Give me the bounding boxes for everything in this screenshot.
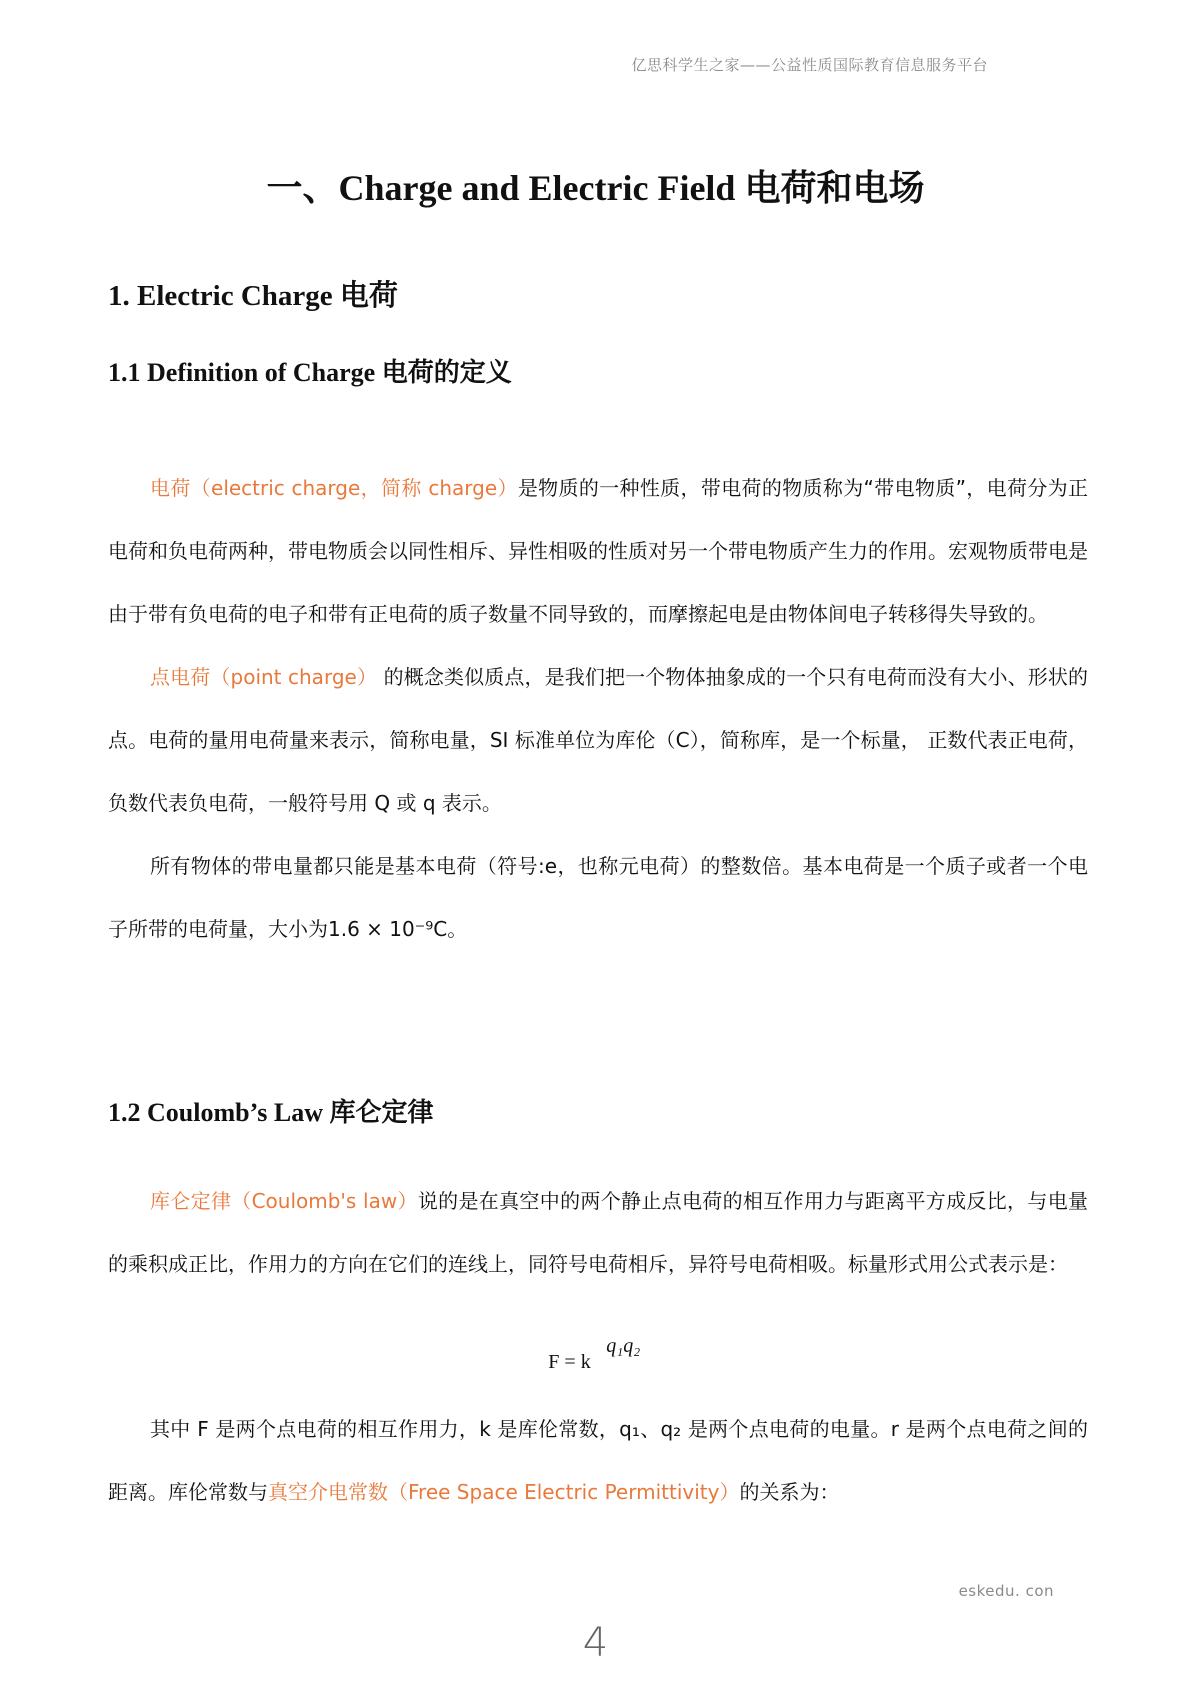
formula-expression bbox=[548, 1335, 642, 1374]
section-heading-en: 1. Electric Charge bbox=[108, 280, 333, 312]
formula-numerator: q₁q₂ bbox=[606, 1335, 641, 1357]
subsection-heading-definition bbox=[108, 352, 512, 389]
coulomb-constant-text-block bbox=[108, 1398, 1088, 1524]
paragraph bbox=[108, 1398, 1088, 1524]
paragraph-text: 的概念类似质点，是我们把一个物体抽象成的一个只有电荷而没有大小、形状的点。电荷的量用电荷量来表示，简称电量，SI 标准单位为库伦（C），简称库，是一个标量， 正数代表正电荷，负数代表负电荷，一般符号用 Q 或 q 表示。 bbox=[108, 665, 1088, 815]
subsection-heading-en: 1.2 Coulomb’s Law bbox=[108, 1098, 324, 1127]
footer-site: eskedu. con bbox=[958, 1582, 1054, 1600]
section-heading-electric-charge bbox=[108, 273, 398, 314]
term-highlight: 点电荷（point charge） bbox=[150, 665, 378, 689]
term-highlight: 库仑定律（Coulomb's law） bbox=[150, 1189, 418, 1213]
paragraph-text: 是物质的一种性质，带电荷的物质称为“带电物质”，电荷分为正电荷和负电荷两种，带电物质会以同性相斥、异性相吸的性质对另一个带电物质产生力的作用。宏观物质带电是由于带有负电荷的电子和带有正电荷的质子数量不同导致的，而摩擦起电是由物体间电子转移得失导致的。 bbox=[108, 476, 1088, 626]
header-site-name: 亿思科学生之家——公益性质国际教育信息服务平台 bbox=[631, 56, 988, 74]
paragraph-text: 说的是在真空中的两个静止点电荷的相互作用力与距离平方成反比，与电量的乘积成正比，作用力的方向在它们的连线上，同符号电荷相斥，异符号电荷相吸。标量形式用公式表示是： bbox=[108, 1189, 1089, 1276]
section-heading-cn: 电荷 bbox=[339, 278, 398, 312]
paragraph bbox=[108, 1170, 1088, 1296]
coulomb-text-block bbox=[108, 1170, 1088, 1296]
paragraph bbox=[108, 646, 1088, 835]
paragraph bbox=[108, 457, 1088, 646]
formula-lhs: F = k bbox=[548, 1351, 591, 1373]
paragraph-text: 其中 F 是两个点电荷的相互作用力，k 是库伦常数，q₁、q₂ 是两个点电荷的电量。r 是两个点电荷之间的距离。库伦常数与 bbox=[108, 1417, 1088, 1504]
subsection-heading-cn: 库仑定律 bbox=[329, 1098, 434, 1128]
paragraph-text: 的关系为： bbox=[739, 1480, 840, 1504]
page-title bbox=[0, 160, 1191, 211]
subsection-heading-coulombs-law bbox=[108, 1092, 434, 1129]
page-number: 4 bbox=[582, 1620, 609, 1666]
term-highlight: 真空介电常数（Free Space Electric Permittivity） bbox=[268, 1480, 740, 1504]
definition-text-block bbox=[108, 457, 1088, 961]
subsection-heading-en: 1.1 Definition of Charge bbox=[108, 358, 376, 387]
coulomb-formula bbox=[0, 1335, 1191, 1374]
title-en: 一、Charge and Electric Field bbox=[266, 168, 736, 208]
subsection-heading-cn: 电荷的定义 bbox=[381, 358, 512, 388]
term-highlight: 电荷（electric charge，简称 charge） bbox=[150, 476, 518, 500]
paragraph bbox=[108, 835, 1088, 961]
title-cn: 电荷和电场 bbox=[744, 168, 925, 209]
paragraph-text: 所有物体的带电量都只能是基本电荷（符号:e，也称元电荷）的整数倍。基本电荷是一个质子或者一个电子所带的电荷量，大小为1.6 × 10⁻⁹C。 bbox=[108, 854, 1088, 941]
